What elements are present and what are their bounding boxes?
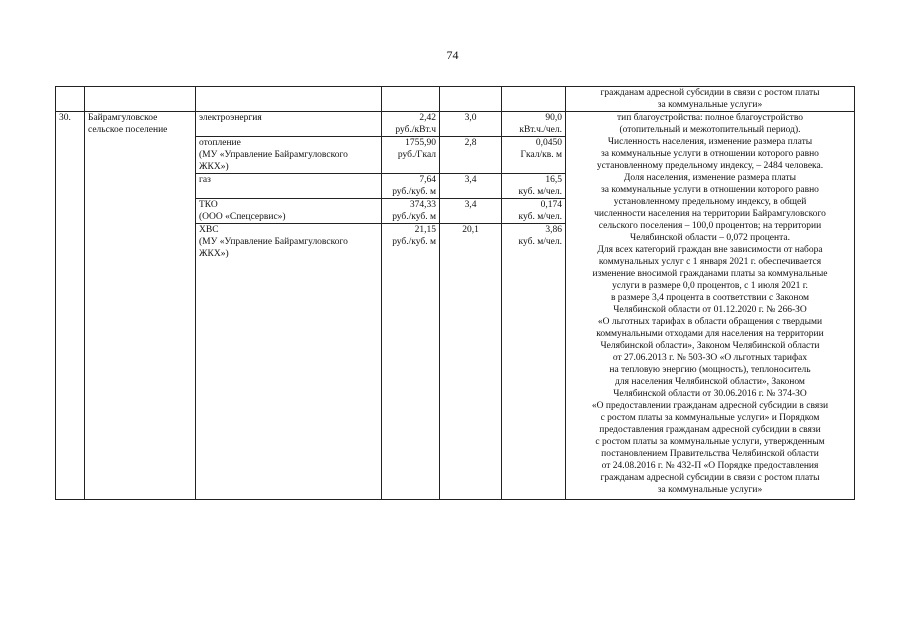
basis-line: за коммунальные услуги» bbox=[657, 485, 763, 495]
index-value: 3,0 bbox=[440, 112, 502, 137]
norm-value: 0,174 куб. м/чел. bbox=[502, 199, 566, 224]
basis-line: услуги в размере 0,0 процентов, с 1 июля 2021 г. bbox=[612, 281, 808, 291]
norm-value: 3,86 куб. м/чел. bbox=[502, 224, 566, 500]
basis-line: Челябинской области – 0,072 процента. bbox=[630, 233, 790, 243]
index-value: 3,4 bbox=[440, 174, 502, 199]
settlement-name: Байрамгуловское сельское поселение bbox=[85, 112, 196, 500]
basis-line: за коммунальные услуги в отношении которого равно bbox=[601, 185, 819, 195]
tariff-value: 374,33 руб./куб. м bbox=[382, 199, 440, 224]
basis-text bbox=[566, 112, 855, 500]
basis-line: гражданам адресной субсидии в связи с ростом платы bbox=[600, 473, 820, 483]
basis-line: с ростом платы за коммунальные услуги» и Порядком bbox=[600, 413, 820, 423]
tariff-value: 7,64 руб./куб. м bbox=[382, 174, 440, 199]
basis-line: коммунальных услуг с 1 января 2021 г. обеспечивается bbox=[598, 257, 822, 267]
empty-cell bbox=[440, 87, 502, 112]
basis-line: коммунальными отходами для населения на территории bbox=[596, 329, 824, 339]
basis-line: изменение вносимой гражданами платы за коммунальные bbox=[592, 269, 828, 279]
tariff-value: 2,42 руб./кВт.ч bbox=[382, 112, 440, 137]
continuation-basis-cell bbox=[566, 87, 855, 112]
service-name: отопление (МУ «Управление Байрамгуловского ЖКХ») bbox=[196, 137, 382, 174]
empty-cell bbox=[56, 87, 85, 112]
empty-cell bbox=[382, 87, 440, 112]
basis-line: Челябинской области», Законом Челябинской области bbox=[600, 341, 820, 351]
table-row bbox=[56, 112, 855, 137]
basis-line: установленному предельному индексу, – 2484 человека. bbox=[596, 161, 824, 171]
basis-line: от 27.06.2013 г. № 503-ЗО «О льготных тарифах bbox=[612, 353, 808, 363]
entry-number: 30. bbox=[56, 112, 85, 500]
service-name: ТКО (ООО «Спецсервис») bbox=[196, 199, 382, 224]
tariff-value: 21,15 руб./куб. м bbox=[382, 224, 440, 500]
index-value: 3,4 bbox=[440, 199, 502, 224]
basis-line: «О предоставлении гражданам адресной субсидии в связи bbox=[591, 401, 829, 411]
basis-line: сельского поселения – 100,0 процентов; на территории bbox=[598, 221, 822, 231]
basis-line: «О льготных тарифах в области обращения с твердыми bbox=[597, 317, 823, 327]
service-name: ХВС (МУ «Управление Байрамгуловского ЖКХ») bbox=[196, 224, 382, 500]
basis-line: Численность населения, изменение размера платы bbox=[607, 137, 813, 147]
norm-value: 90,0 кВт.ч./чел. bbox=[502, 112, 566, 137]
basis-line: (отопительный и межотопительный период). bbox=[619, 125, 801, 135]
basis-line: за коммунальные услуги» bbox=[657, 100, 763, 110]
basis-line: с ростом платы за коммунальные услуги, утвержденным bbox=[595, 437, 825, 447]
continuation-row bbox=[56, 87, 855, 112]
service-name: электроэнергия bbox=[196, 112, 382, 137]
empty-cell bbox=[85, 87, 196, 112]
empty-cell bbox=[196, 87, 382, 112]
basis-line: установленному предельному индексу, в общей bbox=[613, 197, 807, 207]
norm-value: 16,5 куб. м/чел. bbox=[502, 174, 566, 199]
basis-line: в размере 3,4 процента в соответствии с Законом bbox=[610, 293, 810, 303]
page-number: 74 bbox=[446, 48, 459, 62]
basis-line: Для всех категорий граждан вне зависимости от набора bbox=[597, 245, 823, 255]
index-value: 2,8 bbox=[440, 137, 502, 174]
basis-line: Челябинской области от 30.06.2016 г. № 374-ЗО bbox=[613, 389, 807, 399]
index-value: 20,1 bbox=[440, 224, 502, 500]
basis-line: для населения Челябинской области», Законом bbox=[615, 377, 805, 387]
empty-cell bbox=[502, 87, 566, 112]
basis-line: от 24.08.2016 г. № 432-П «О Порядке предоставления bbox=[601, 461, 819, 471]
basis-line: Доля населения, изменение размера платы bbox=[623, 173, 797, 183]
basis-line: Челябинской области от 01.12.2020 г. № 266-ЗО bbox=[613, 305, 807, 315]
norm-value: 0,0450 Гкал/кв. м bbox=[502, 137, 566, 174]
basis-line: гражданам адресной субсидии в связи с ростом платы bbox=[600, 88, 820, 98]
subsidy-table bbox=[55, 86, 855, 500]
basis-line: на тепловую энергию (мощность), теплоноситель bbox=[609, 365, 811, 375]
basis-line: тип благоустройства: полное благоустройство bbox=[616, 113, 804, 123]
basis-line: численности населения на территории Байрамгуловского bbox=[594, 209, 826, 219]
basis-line: предоставления гражданам адресной субсидии в связи bbox=[599, 425, 821, 435]
basis-line: постановлением Правительства Челябинской области bbox=[601, 449, 819, 459]
service-name: газ bbox=[196, 174, 382, 199]
basis-line: за коммунальные услуги в отношении которого равно bbox=[601, 149, 819, 159]
tariff-value: 1755,90 руб./Гкал bbox=[382, 137, 440, 174]
